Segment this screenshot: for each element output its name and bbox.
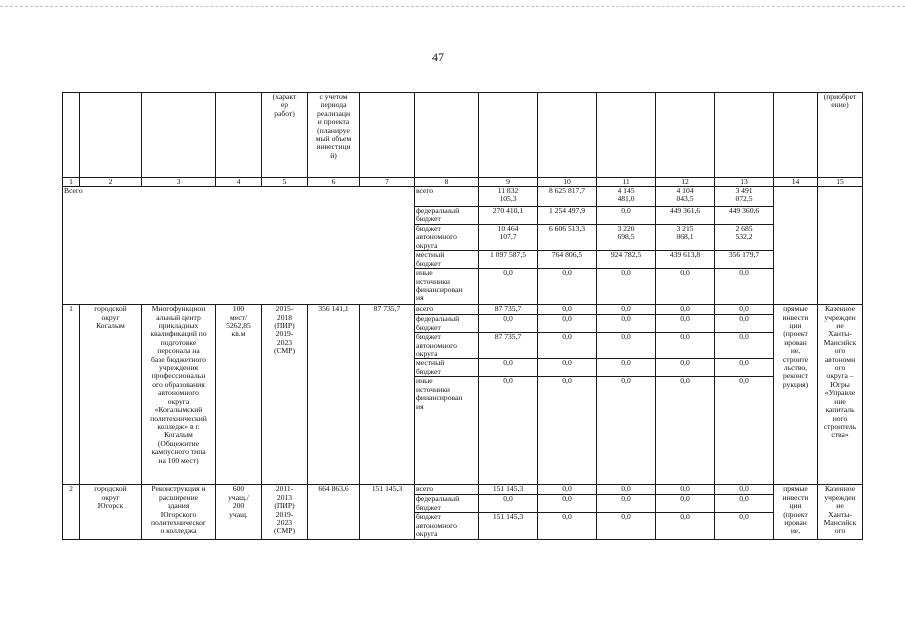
value-cell: 0,0 xyxy=(538,359,597,377)
value-cell: 0,0 xyxy=(715,485,774,495)
project-name: Многофункцион альный центр прикладных квалификаций по подготовке персонала на базе бюджетного учреждения профессиональн ого образования автономного округа «Когалымский политехнический колледж» в г. Когалым (Общежитие кампусного типа на 100 мест) xyxy=(142,305,216,485)
col-number: 6 xyxy=(308,178,360,187)
value-cell: 0,0 xyxy=(538,269,597,305)
page-number: 47 xyxy=(432,50,444,64)
source-label: бюджет автономного округа xyxy=(415,333,479,359)
investment-form: прямые инвести ции (проект ирован ие, xyxy=(774,485,818,539)
project-row xyxy=(63,305,863,315)
col-number: 5 xyxy=(262,178,308,187)
value-cell: 0,0 xyxy=(538,315,597,333)
value-cell: 0,0 xyxy=(656,315,715,333)
value-cell: 0,0 xyxy=(656,495,715,513)
header-row xyxy=(63,93,863,178)
investment-table xyxy=(62,92,863,540)
project-number: 1 xyxy=(63,305,80,485)
project-cost: 664 863,6 xyxy=(308,485,360,539)
project-row xyxy=(63,485,863,495)
value-cell: 0,0 xyxy=(656,269,715,305)
source-label: всего xyxy=(415,485,479,495)
value-cell: 0,0 xyxy=(597,269,656,305)
value-cell: 0,0 xyxy=(538,333,597,359)
col-number: 7 xyxy=(360,178,415,187)
value-cell: 0,0 xyxy=(656,485,715,495)
value-cell: 764 806,5 xyxy=(538,251,597,269)
project-capacity: 600 учащ./ 200 учащ. xyxy=(216,485,262,539)
value-cell: 1 254 497,9 xyxy=(538,207,597,225)
value-cell: 0,0 xyxy=(656,513,715,539)
value-cell: 449 360,6 xyxy=(715,207,774,225)
col-number: 15 xyxy=(818,178,863,187)
value-cell: 11 832 105,3 xyxy=(479,187,538,207)
value-cell: 0,0 xyxy=(715,333,774,359)
value-cell: 151 145,3 xyxy=(479,485,538,495)
value-cell: 0,0 xyxy=(597,377,656,485)
source-label: иные источники финансирован ия xyxy=(415,377,479,485)
col-number: 12 xyxy=(656,178,715,187)
value-cell: 4 145 481,0 xyxy=(597,187,656,207)
value-cell: 0,0 xyxy=(715,359,774,377)
project-period: 2011- 2013 (ПИР) 2019- 2023 (СМР) xyxy=(262,485,308,539)
project-remaining: 87 735,7 xyxy=(360,305,415,485)
project-number: 2 xyxy=(63,485,80,539)
value-cell: 0,0 xyxy=(715,513,774,539)
source-label: федеральный бюджет xyxy=(415,315,479,333)
col-number: 10 xyxy=(538,178,597,187)
col-number: 14 xyxy=(774,178,818,187)
source-label: всего xyxy=(415,187,479,207)
project-municipality: городской округ Когалым xyxy=(80,305,142,485)
value-cell: 439 613,8 xyxy=(656,251,715,269)
project-capacity: 100 мест/ 5262,85 кв.м xyxy=(216,305,262,485)
value-cell: 0,0 xyxy=(715,269,774,305)
value-cell: 151 145,3 xyxy=(479,513,538,539)
value-cell: 0,0 xyxy=(479,269,538,305)
header-acquisition: (приобрет ение) xyxy=(818,93,863,178)
scan-edge xyxy=(0,0,905,7)
source-label: местный бюджет xyxy=(415,359,479,377)
source-label: бюджет автономного округа xyxy=(415,225,479,251)
value-cell: 0,0 xyxy=(656,333,715,359)
value-cell: 0,0 xyxy=(656,305,715,315)
value-cell: 3 215 068,1 xyxy=(656,225,715,251)
value-cell: 0,0 xyxy=(597,485,656,495)
source-label: иные источники финансирован ия xyxy=(415,269,479,305)
value-cell: 0,0 xyxy=(597,359,656,377)
col-number: 4 xyxy=(216,178,262,187)
value-cell: 0,0 xyxy=(597,207,656,225)
project-cost: 356 141,1 xyxy=(308,305,360,485)
value-cell: 3 491 072,5 xyxy=(715,187,774,207)
value-cell: 6 606 513,3 xyxy=(538,225,597,251)
project-period: 2015- 2018 (ПИР) 2019- 2023 (СМР) xyxy=(262,305,308,485)
source-label: бюджет автономного округа xyxy=(415,513,479,539)
value-cell: 0,0 xyxy=(715,377,774,485)
value-cell: 0,0 xyxy=(479,377,538,485)
value-cell: 4 104 043,5 xyxy=(656,187,715,207)
col-number: 11 xyxy=(597,178,656,187)
value-cell: 0,0 xyxy=(597,495,656,513)
value-cell: 10 464 107,7 xyxy=(479,225,538,251)
value-cell: 0,0 xyxy=(715,315,774,333)
value-cell: 8 625 817,7 xyxy=(538,187,597,207)
value-cell: 0,0 xyxy=(656,359,715,377)
value-cell: 1 097 587,5 xyxy=(479,251,538,269)
value-cell: 3 220 698,5 xyxy=(597,225,656,251)
investment-form: прямые инвести ции (проект ирован ие, строите льство, реконст рукция) xyxy=(774,305,818,485)
col-number: 3 xyxy=(142,178,216,187)
value-cell: 87 735,7 xyxy=(479,333,538,359)
col-number: 2 xyxy=(80,178,142,187)
value-cell: 0,0 xyxy=(597,513,656,539)
customer: Казенное учрежден ие Ханты- Мансийск ого xyxy=(818,485,863,539)
value-cell: 0,0 xyxy=(479,495,538,513)
value-cell: 0,0 xyxy=(597,333,656,359)
value-cell: 0,0 xyxy=(715,305,774,315)
total-row xyxy=(63,187,863,207)
source-label: федеральный бюджет xyxy=(415,495,479,513)
project-remaining: 151 145,3 xyxy=(360,485,415,539)
value-cell: 449 361,6 xyxy=(656,207,715,225)
col-number: 1 xyxy=(63,178,80,187)
value-cell: 0,0 xyxy=(538,305,597,315)
source-label: федеральный бюджет xyxy=(415,207,479,225)
header-cost-note: с учетом периода реализаци и проекта (планируе мый объем инвестици й) xyxy=(308,93,360,178)
value-cell: 0,0 xyxy=(597,315,656,333)
value-cell: 0,0 xyxy=(715,495,774,513)
source-label: всего xyxy=(415,305,479,315)
customer: Казенное учрежден ие Ханты- Мансийск ого автономн ого округа – Югры «Управле ние капиталь ного строитель ства» xyxy=(818,305,863,485)
value-cell: 2 685 532,2 xyxy=(715,225,774,251)
value-cell: 270 410,1 xyxy=(479,207,538,225)
total-label: Всего xyxy=(63,187,415,305)
value-cell: 0,0 xyxy=(479,315,538,333)
value-cell: 0,0 xyxy=(656,377,715,485)
value-cell: 0,0 xyxy=(538,377,597,485)
source-label: местный бюджет xyxy=(415,251,479,269)
value-cell: 924 782,5 xyxy=(597,251,656,269)
value-cell: 87 735,7 xyxy=(479,305,538,315)
value-cell: 356 179,7 xyxy=(715,251,774,269)
project-municipality: городской округ Югорск xyxy=(80,485,142,539)
column-number-row xyxy=(63,178,863,187)
col-number: 9 xyxy=(479,178,538,187)
project-name: Реконструкция и расширение здания Югорского политехническог о колледжа xyxy=(142,485,216,539)
col-number: 13 xyxy=(715,178,774,187)
value-cell: 0,0 xyxy=(538,513,597,539)
value-cell: 0,0 xyxy=(597,305,656,315)
value-cell: 0,0 xyxy=(538,485,597,495)
value-cell: 0,0 xyxy=(538,495,597,513)
value-cell: 0,0 xyxy=(479,359,538,377)
col-number: 8 xyxy=(415,178,479,187)
header-work-type: (характ ер работ) xyxy=(262,93,308,178)
